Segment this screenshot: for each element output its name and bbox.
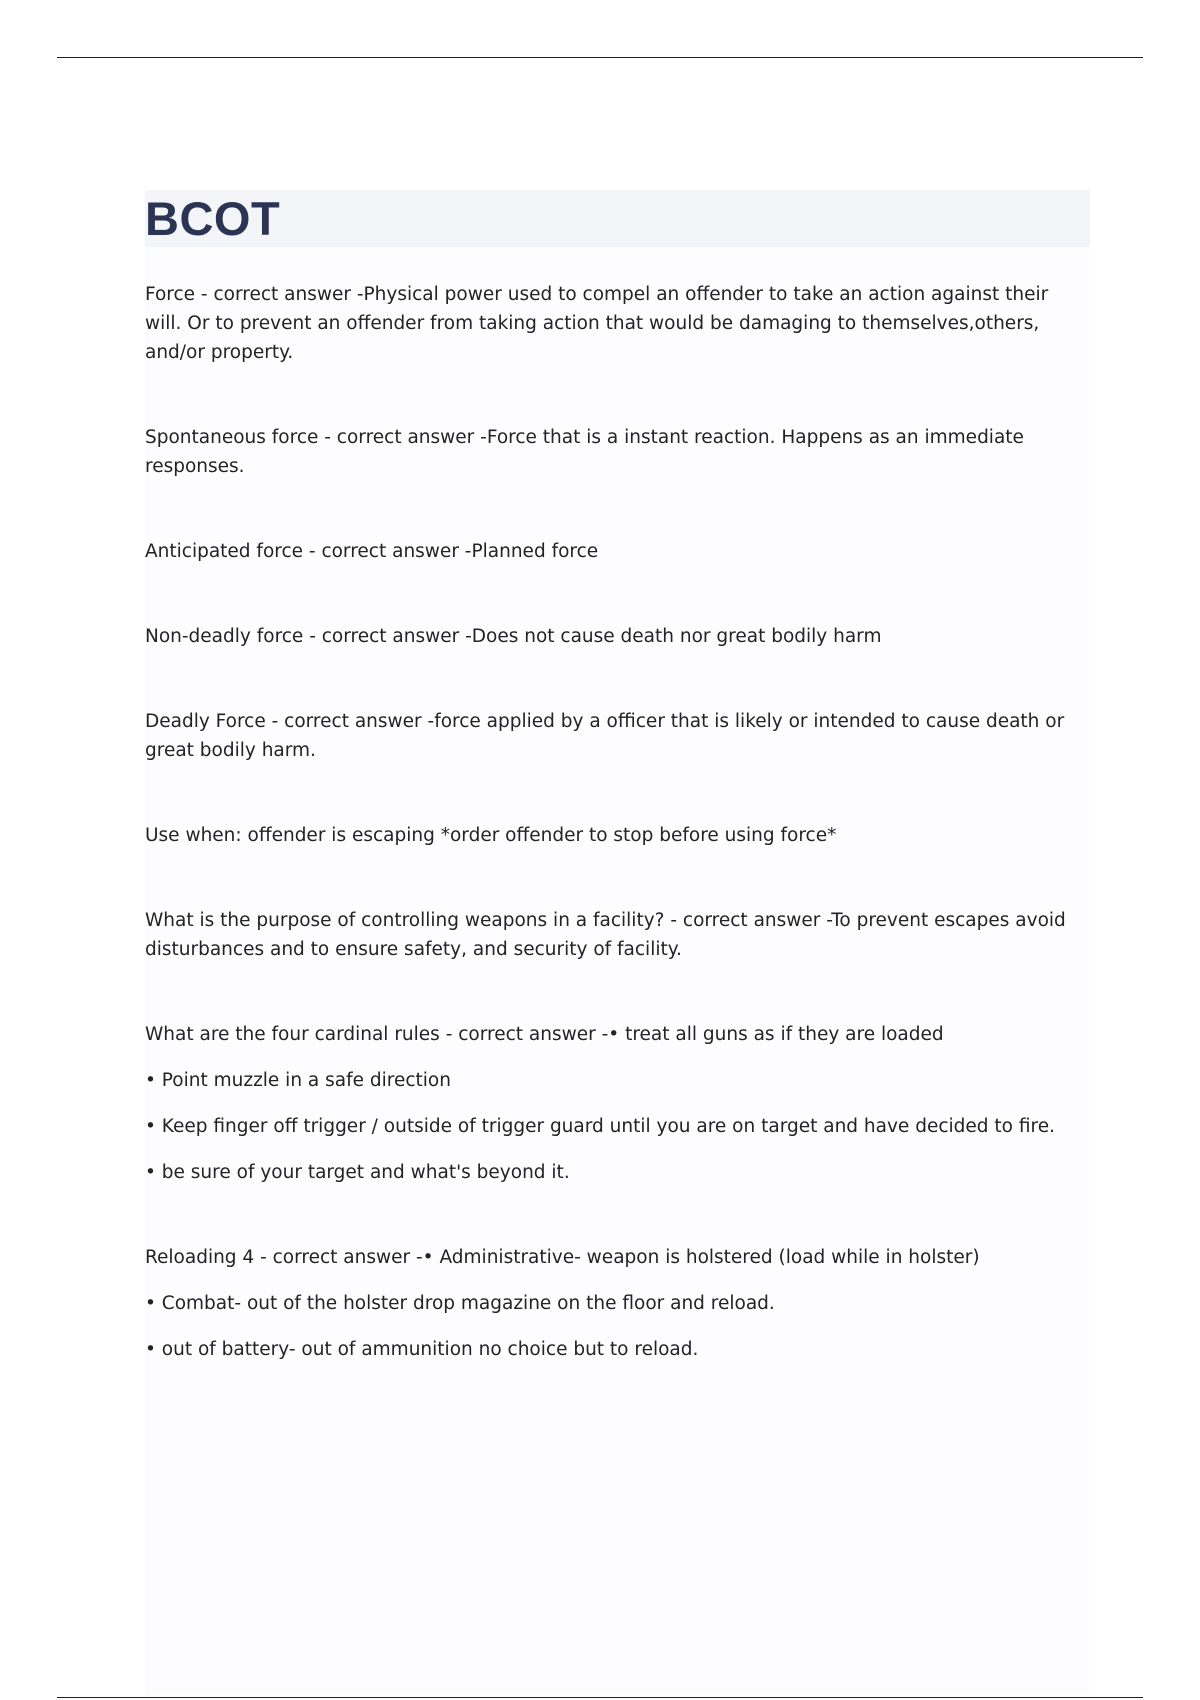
flashcard-force [145,280,1090,367]
page-bottom-rule [57,1697,1143,1698]
flashcard-reloading [145,1243,1090,1364]
flashcard-text: Non-deadly force - correct answer -Does not cause death nor great bodily harm [145,626,882,647]
flashcard-deadly-force [145,707,1090,765]
flashcard-text: What are the four cardinal rules - correct answer -• treat all guns as if they are loaded [145,1024,944,1045]
bullet-item: • out of battery- out of ammunition no choice but to reload. [145,1339,699,1360]
flashcard-text: Force - correct answer -Physical power used to compel an offender to take an action against their will. Or to prevent an offender from taking action that would be damaging to themselves,others, and/or property. [145,284,1049,363]
flashcard-non-deadly-force [145,622,1090,651]
bullet-item: • Point muzzle in a safe direction [145,1070,451,1091]
flashcard-controlling-weapons [145,906,1090,964]
flashcard-text: Reloading 4 - correct answer -• Administrative- weapon is holstered (load while in holster) [145,1247,980,1268]
flashcard-use-when [145,821,1090,850]
title-bar [145,190,1090,247]
bullet-item: • Keep finger off trigger / outside of trigger guard until you are on target and have decided to fire. [145,1116,1055,1137]
page-top-rule [57,57,1143,58]
flashcard-spontaneous-force [145,423,1090,481]
flashcard-text: Use when: offender is escaping *order offender to stop before using force* [145,825,837,846]
flashcard-cardinal-rules [145,1020,1090,1187]
bullet-item: • be sure of your target and what's beyond it. [145,1162,570,1183]
page-title: BCOT [145,192,281,245]
document-body [145,190,1090,1695]
flashcard-list [145,247,1090,1364]
bullet-item: • Combat- out of the holster drop magazine on the floor and reload. [145,1293,775,1314]
flashcard-text: Anticipated force - correct answer -Planned force [145,541,599,562]
flashcard-text: Deadly Force - correct answer -force applied by a officer that is likely or intended to cause death or great bodily harm. [145,711,1065,761]
flashcard-anticipated-force [145,537,1090,566]
flashcard-text: What is the purpose of controlling weapons in a facility? - correct answer -To prevent escapes avoid disturbances and to ensure safety, and security of facility. [145,910,1066,960]
flashcard-text: Spontaneous force - correct answer -Force that is a instant reaction. Happens as an immediate responses. [145,427,1024,477]
